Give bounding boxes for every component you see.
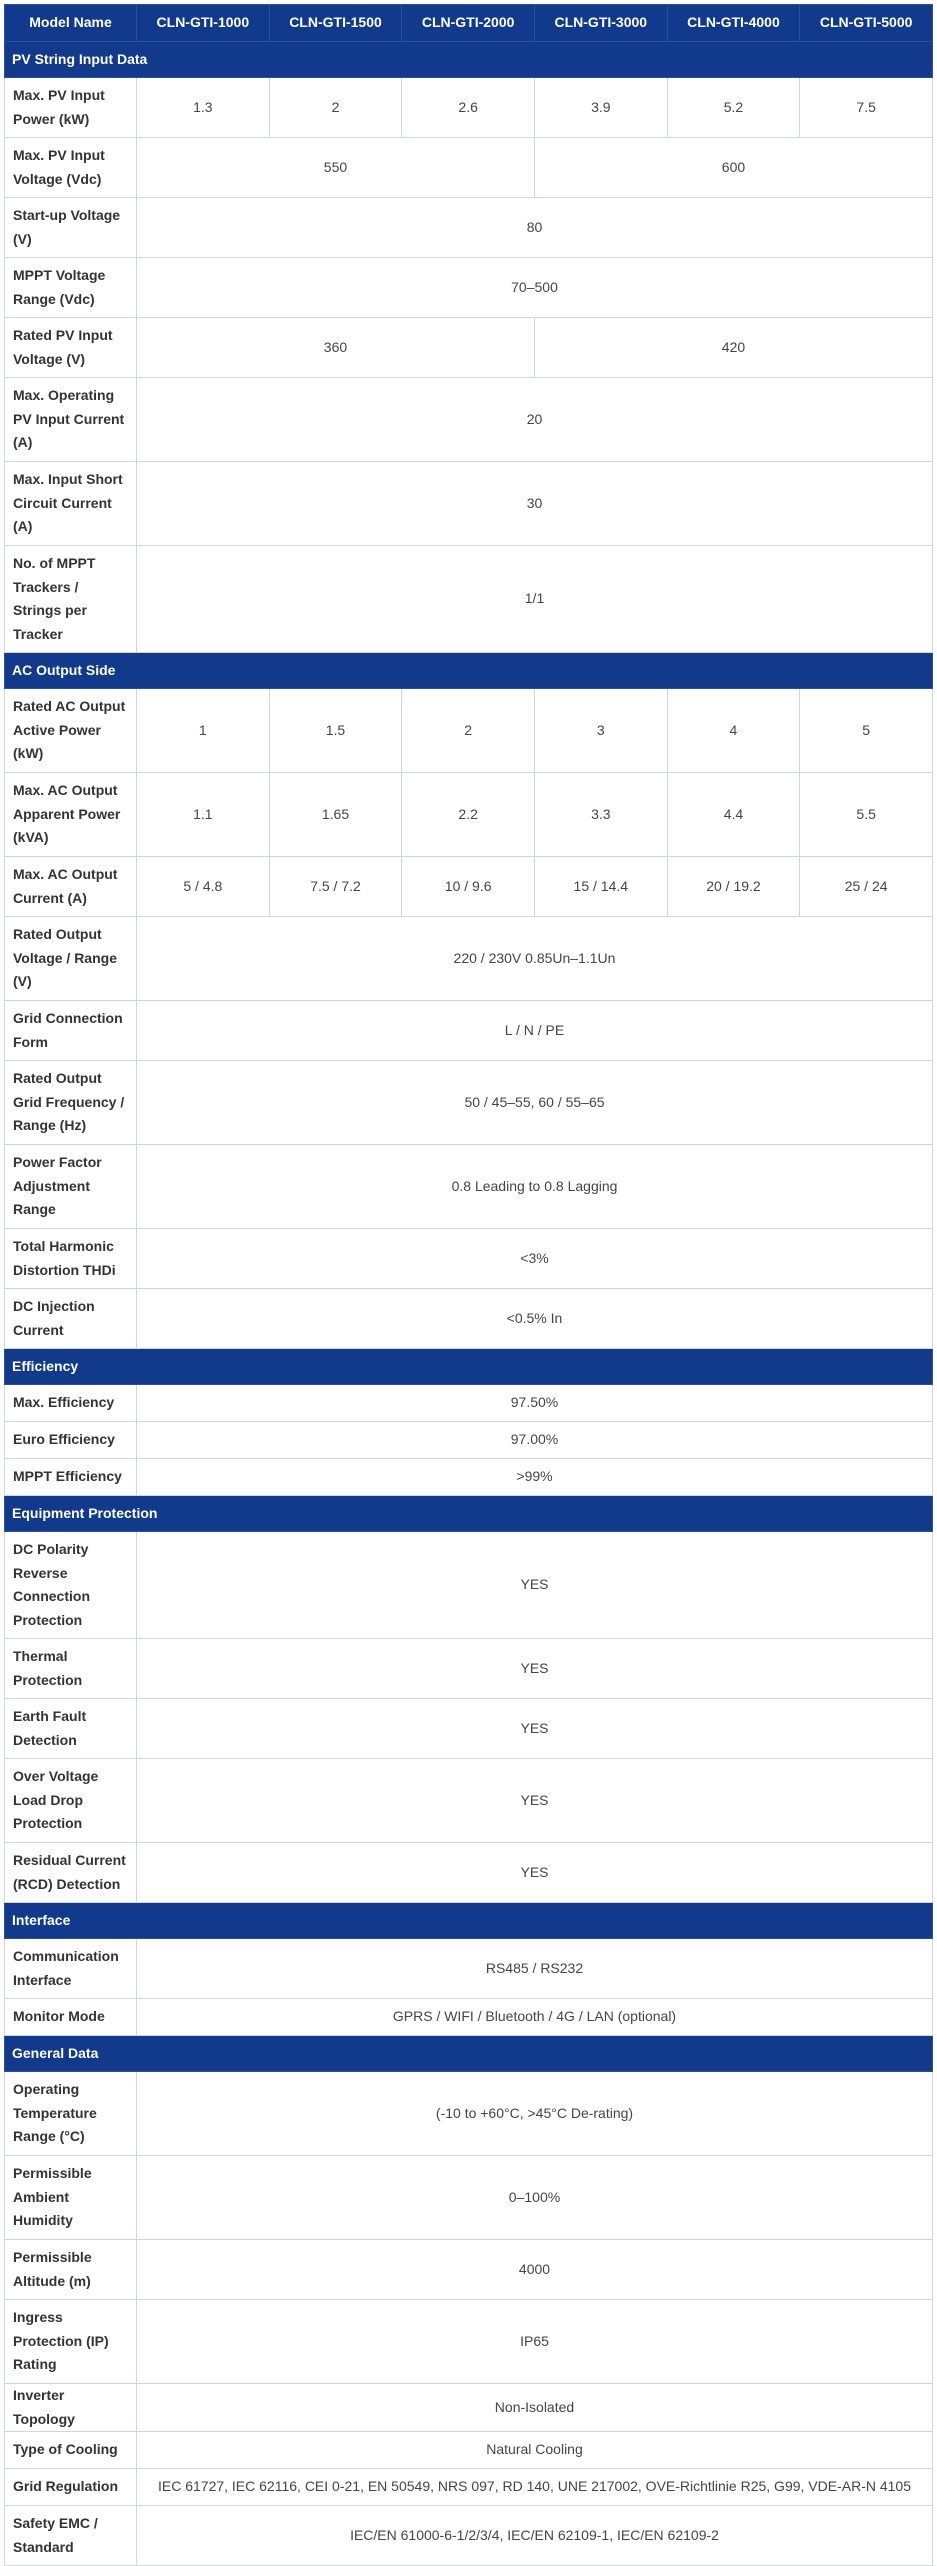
spec-label: Permissible Altitude (m): [5, 2240, 137, 2300]
table-row: [5, 1999, 933, 2036]
section-row: [5, 42, 933, 78]
spec-value: 5: [800, 689, 933, 773]
spec-value: 4000: [137, 2240, 933, 2300]
header-model-5000: CLN-GTI-5000: [800, 5, 933, 42]
table-row: [5, 378, 933, 462]
spec-value: Natural Cooling: [137, 2432, 933, 2469]
spec-value: 7.5 / 7.2: [269, 857, 402, 917]
spec-value: (-10 to +60°C, >45°C De-rating): [137, 2072, 933, 2156]
spec-label: Max. Efficiency: [5, 1385, 137, 1422]
spec-value: 4: [667, 689, 800, 773]
section-title: AC Output Side: [5, 653, 933, 689]
spec-value: <0.5% In: [137, 1289, 933, 1349]
spec-value: 0–100%: [137, 2156, 933, 2240]
spec-value: Non-Isolated: [137, 2384, 933, 2432]
table-row: [5, 1422, 933, 1459]
spec-label: Max. PV Input Voltage (Vdc): [5, 138, 137, 198]
spec-label: Over Voltage Load Drop Protection: [5, 1759, 137, 1843]
spec-label: Operating Temperature Range (°C): [5, 2072, 137, 2156]
table-row: [5, 2506, 933, 2566]
spec-value: IEC/EN 61000-6-1/2/3/4, IEC/EN 62109-1, IEC/EN 62109-2: [137, 2506, 933, 2566]
spec-value: 5.5: [800, 773, 933, 857]
table-row: [5, 917, 933, 1001]
spec-value: RS485 / RS232: [137, 1939, 933, 1999]
table-row: [5, 1289, 933, 1349]
spec-value: 10 / 9.6: [402, 857, 535, 917]
spec-value: <3%: [137, 1229, 933, 1289]
spec-label: Residual Current (RCD) Detection: [5, 1843, 137, 1903]
spec-label: Type of Cooling: [5, 2432, 137, 2469]
section-row: [5, 2036, 933, 2072]
table-row: [5, 1843, 933, 1903]
spec-label: Grid Connection Form: [5, 1001, 137, 1061]
spec-label: Power Factor Adjustment Range: [5, 1145, 137, 1229]
section-row: [5, 1903, 933, 1939]
spec-value: L / N / PE: [137, 1001, 933, 1061]
header-model-1500: CLN-GTI-1500: [269, 5, 402, 42]
table-row: [5, 2240, 933, 2300]
section-row: [5, 1496, 933, 1532]
spec-label: Rated AC Output Active Power (kW): [5, 689, 137, 773]
section-row: [5, 1349, 933, 1385]
spec-value: 30: [137, 462, 933, 546]
spec-value: 5.2: [667, 78, 800, 138]
table-row: [5, 2072, 933, 2156]
spec-value: 550: [137, 138, 535, 198]
table-row: [5, 2432, 933, 2469]
spec-label: Max. AC Output Current (A): [5, 857, 137, 917]
spec-label: DC Injection Current: [5, 1289, 137, 1349]
table-row: [5, 1759, 933, 1843]
spec-value: YES: [137, 1843, 933, 1903]
table-row: [5, 138, 933, 198]
spec-value: 2.2: [402, 773, 535, 857]
spec-value: YES: [137, 1759, 933, 1843]
spec-value: 97.00%: [137, 1422, 933, 1459]
spec-label: Earth Fault Detection: [5, 1699, 137, 1759]
spec-value: 0.8 Leading to 0.8 Lagging: [137, 1145, 933, 1229]
spec-value: 7.5: [800, 78, 933, 138]
table-row: [5, 2384, 933, 2432]
spec-value: 420: [534, 318, 932, 378]
table-row: [5, 857, 933, 917]
spec-value: 25 / 24: [800, 857, 933, 917]
table-row: [5, 2156, 933, 2240]
table-row: [5, 1532, 933, 1639]
table-row: [5, 1385, 933, 1422]
section-title: General Data: [5, 2036, 933, 2072]
spec-value: 220 / 230V 0.85Un–1.1Un: [137, 917, 933, 1001]
table-row: [5, 1699, 933, 1759]
spec-value: 3.3: [534, 773, 667, 857]
spec-label: Rated Output Grid Frequency / Range (Hz): [5, 1061, 137, 1145]
header-model-2000: CLN-GTI-2000: [402, 5, 535, 42]
table-row: [5, 2300, 933, 2384]
table-row: [5, 198, 933, 258]
spec-label: Permissible Ambient Humidity: [5, 2156, 137, 2240]
spec-value: 4.4: [667, 773, 800, 857]
header-model-1000: CLN-GTI-1000: [137, 5, 270, 42]
table-row: [5, 1229, 933, 1289]
table-row: [5, 1001, 933, 1061]
spec-value: 70–500: [137, 258, 933, 318]
table-row: [5, 258, 933, 318]
spec-label: Monitor Mode: [5, 1999, 137, 2036]
spec-label: MPPT Efficiency: [5, 1459, 137, 1496]
spec-value: 360: [137, 318, 535, 378]
spec-label: Rated Output Voltage / Range (V): [5, 917, 137, 1001]
table-row: [5, 1939, 933, 1999]
spec-value: 1.3: [137, 78, 270, 138]
section-title: Equipment Protection: [5, 1496, 933, 1532]
table-row: [5, 773, 933, 857]
spec-label: Euro Efficiency: [5, 1422, 137, 1459]
spec-label: MPPT Voltage Range (Vdc): [5, 258, 137, 318]
spec-label: Grid Regulation: [5, 2469, 137, 2506]
spec-value: 15 / 14.4: [534, 857, 667, 917]
spec-label: Max. AC Output Apparent Power (kVA): [5, 773, 137, 857]
table-row: [5, 1459, 933, 1496]
spec-value: 20 / 19.2: [667, 857, 800, 917]
spec-label: No. of MPPT Trackers / Strings per Tracker: [5, 546, 137, 653]
spec-value: 2: [402, 689, 535, 773]
table-body: [5, 42, 933, 2566]
table-row: [5, 546, 933, 653]
spec-label: DC Polarity Reverse Connection Protection: [5, 1532, 137, 1639]
table-row: [5, 1639, 933, 1699]
spec-value: 600: [534, 138, 932, 198]
spec-value: 5 / 4.8: [137, 857, 270, 917]
spec-value: 80: [137, 198, 933, 258]
spec-value: IEC 61727, IEC 62116, CEI 0-21, EN 50549, NRS 097, RD 140, UNE 217002, OVE-Richtlinie R25, G99, VDE-AR-N 4105: [137, 2469, 933, 2506]
spec-value: 3.9: [534, 78, 667, 138]
spec-label: Max. Operating PV Input Current (A): [5, 378, 137, 462]
table-row: [5, 2469, 933, 2506]
spec-label: Inverter Topology: [5, 2384, 137, 2432]
section-title: Efficiency: [5, 1349, 933, 1385]
table-row: [5, 1061, 933, 1145]
spec-value: 97.50%: [137, 1385, 933, 1422]
section-row: [5, 653, 933, 689]
spec-label: Total Harmonic Distortion THDi: [5, 1229, 137, 1289]
table-row: [5, 462, 933, 546]
spec-table: [4, 4, 933, 2566]
header-model-name: Model Name: [5, 5, 137, 42]
spec-label: Rated PV Input Voltage (V): [5, 318, 137, 378]
spec-value: YES: [137, 1532, 933, 1639]
spec-value: YES: [137, 1699, 933, 1759]
spec-value: 50 / 45–55, 60 / 55–65: [137, 1061, 933, 1145]
spec-value: 1.1: [137, 773, 270, 857]
table-row: [5, 318, 933, 378]
spec-value: 1: [137, 689, 270, 773]
spec-value: 1/1: [137, 546, 933, 653]
table-row: [5, 78, 933, 138]
spec-label: Thermal Protection: [5, 1639, 137, 1699]
spec-label: Communication Interface: [5, 1939, 137, 1999]
spec-value: 20: [137, 378, 933, 462]
spec-value: GPRS / WIFI / Bluetooth / 4G / LAN (optional): [137, 1999, 933, 2036]
spec-value: 2.6: [402, 78, 535, 138]
spec-label: Ingress Protection (IP) Rating: [5, 2300, 137, 2384]
spec-value: IP65: [137, 2300, 933, 2384]
header-model-4000: CLN-GTI-4000: [667, 5, 800, 42]
spec-value: 1.65: [269, 773, 402, 857]
header-row: [5, 5, 933, 42]
spec-label: Max. Input Short Circuit Current (A): [5, 462, 137, 546]
spec-value: >99%: [137, 1459, 933, 1496]
spec-value: 2: [269, 78, 402, 138]
table-row: [5, 1145, 933, 1229]
spec-label: Max. PV Input Power (kW): [5, 78, 137, 138]
spec-label: Start-up Voltage (V): [5, 198, 137, 258]
spec-value: 1.5: [269, 689, 402, 773]
header-model-3000: CLN-GTI-3000: [534, 5, 667, 42]
spec-value: 3: [534, 689, 667, 773]
section-title: PV String Input Data: [5, 42, 933, 78]
section-title: Interface: [5, 1903, 933, 1939]
spec-label: Safety EMC / Standard: [5, 2506, 137, 2566]
spec-value: YES: [137, 1639, 933, 1699]
table-row: [5, 689, 933, 773]
table-header: [5, 5, 933, 42]
